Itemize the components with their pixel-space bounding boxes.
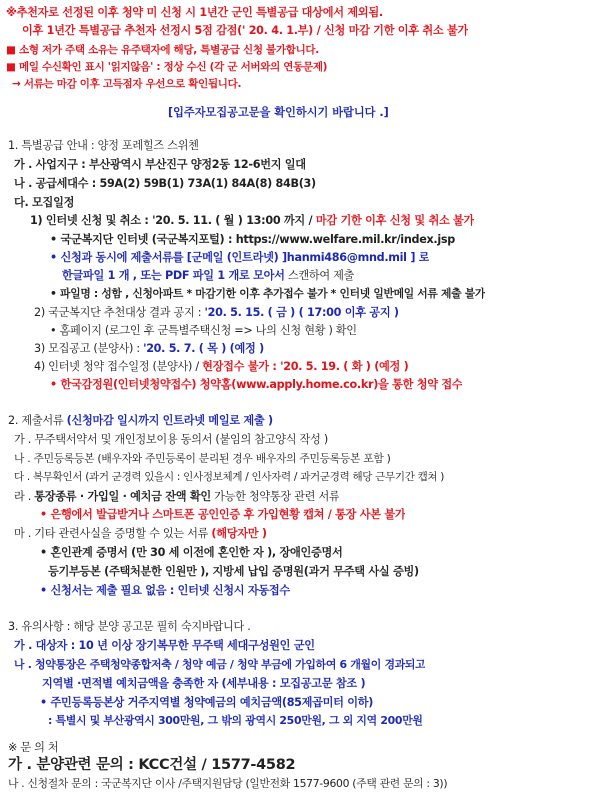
notice-line-5: → 서류는 마감 이후 고득점자 우선으로 확인됩니다.: [12, 78, 242, 90]
section3-na-2: 지역별 ·면적별 예치금액을 충족한 자 (세부내용 : 모집공고문 참조 ): [42, 677, 366, 690]
notice-line-1: ※추천자로 선정된 이후 청약 미 신청 시 1년간 군인 특별공급 대상에서 제외됨.: [6, 6, 383, 19]
application-note: • 신청서는 제출 필요 없음 : 인터넷 신청시 자동접수: [40, 584, 290, 597]
schedule-2-date: '20. 5. 15. ( 금 ) ( 17:00 이후 공지 ): [204, 306, 399, 319]
section3-na: 나 . 청약통장은 주택청약종합저축 / 청약 예금 / 청약 부금에 가입하여 6 개월이 경과되고: [14, 658, 426, 671]
section2-ma: [14, 526, 267, 541]
section3-ga: 가 . 대상자 : 10 년 이상 장기복무한 무주택 세대구성원인 군인: [14, 639, 315, 652]
deposit-amounts: : 특별시 및 부산광역시 300만원, 그 밖의 광역시 250만원, 그 외 지역 200만원: [48, 714, 423, 727]
bank-note: • 은행에서 발급받거나 스마트폰 공인인증 후 가입현황 캡쳐 / 통장 사본 불가: [40, 508, 406, 521]
section2-ma-only: (해당자만 ): [211, 527, 267, 540]
section2-ra-suffix: 가능한 청약통장 관련 서류: [210, 490, 340, 503]
schedule-2-label: 2) 국군복지단 추천대상 결과 공지 :: [34, 306, 205, 319]
mail-file-rule: 한글파일 1 개 , 또는 PDF 파일 1 개로 모아서: [62, 269, 285, 282]
mail-instruction-2: [62, 268, 354, 283]
section2-title: [8, 413, 273, 428]
schedule-3-date: '20. 5. 7. ( 목 ) (예정 ): [143, 342, 264, 355]
notice-line-3: ■ 소형 저가 주택 소유는 유주택자에 해당, 특별공급 신청 불가합니다.: [6, 44, 319, 56]
extra-doc-2: 등기부등본 (주택처분한 인원만 ), 지방세 납입 증명원(과거 무주택 사실 증빙): [48, 565, 419, 578]
schedule-4-date: 현장접수 불가 : '20. 5. 19. ( 화 ) (예정 ): [202, 360, 409, 373]
file-name-rule: • 파일명 : 성함 , 신청아파트 * 마감기한 이후 추가접수 불가 * 인터넷 일반메일 서류 제출 불가: [50, 287, 485, 300]
schedule-3-label: 3) 모집공고 (분양사) :: [34, 342, 144, 355]
schedule-1-warning: 마감 기한 이후 신청 및 취소 불가: [315, 214, 475, 227]
schedule-4-label: 4) 인터넷 청약 접수일정 (분양사) /: [34, 360, 203, 373]
extra-doc-1: • 혼인관계 증명서 (만 30 세 이전에 혼인한 자 ), 장애인증명서: [40, 546, 343, 559]
section2-da: 다 . 복무확인서 (과거 군경력 있을시 : 인사정보체계 / 인사자력 / 과거군경력 해당 근무기간 캡쳐 ): [14, 471, 445, 483]
section1-ga: 가 . 사업지구 : 부산광역시 부산진구 양정2동 12-6번지 일대: [14, 158, 306, 171]
mail-instruction: • 신청과 동시에 제출서류를 [군메일 (인트라넷) ]hanmi486@mnd.mil ] 로: [50, 251, 430, 264]
notice-line-2: 이후 1년간 특별공급 추천자 선정시 5점 감점(' 20. 4. 1.부) / 신청 마감 기한 이후 취소 불가: [22, 24, 469, 37]
section2-ga: 가 . 무주택서약서 및 개인정보이용 동의서 (붙임의 참고양식 작성 ): [14, 433, 328, 446]
section2-na: 나 . 주민등록등본 (배우자와 주민등록이 분리된 경우 배우자의 주민등록등본 포함 ): [14, 452, 391, 465]
section2-title-text: 2. 제출서류: [8, 414, 67, 427]
section2-ma-text: 마 . 기타 관련사실을 증명할 수 있는 서류: [14, 527, 212, 540]
contact-title: ※ 문 의 처: [8, 741, 59, 754]
section1-da: 다. 모집일정: [14, 196, 75, 209]
section3-title: 3. 유의사항 : 해당 분양 공고문 필히 숙지바랍니다 .: [8, 620, 251, 633]
homepage-check: • 홈페이지 (로그인 후 군특별주택신청 => 나의 신청 현황 ) 확인: [50, 324, 357, 337]
contact-sales: 가 . 분양관련 문의 : KCC건설 / 1577-4582: [8, 757, 296, 773]
mail-scan-rule: 스캔하여 제출: [284, 269, 355, 282]
section2-ra-prefix: 라 .: [14, 490, 35, 503]
schedule-3: [34, 341, 264, 356]
notice-line-4: ■ 메일 수신확인 표시 '읽지않음' : 정상 수신 (각 군 서버와의 연동문제): [6, 61, 328, 73]
announcement: [입주자모집공고문을 확인하시기 바랍니다 .]: [168, 106, 389, 119]
section2-ra-highlight: 통장종류 · 가입일 · 예치금 잔액 확인: [34, 490, 211, 503]
schedule-1-text: 1) 인터넷 신청 및 취소 : '20. 5. 11. ( 월 ) 13:00 까지 /: [30, 214, 316, 227]
welfare-site: • 국군복지단 인터넷 (국군복지포털) : https://www.welfare.mil.kr/index.jsp: [50, 233, 455, 246]
apply-home-site: • 한국감정원(인터넷청약접수) 청약홈(www.apply.home.co.kr)을 통한 청약 접수: [50, 378, 463, 391]
deposit-rule: • 주민등록등본상 거주지역별 청약예금의 예치금액(85제곱미터 이하): [40, 696, 374, 709]
section2-ra: [14, 489, 339, 504]
section1-na: 나 . 공급세대수 : 59A(2) 59B(1) 73A(1) 84A(8) 84B(3): [14, 177, 316, 190]
contact-procedure: 나 . 신청절차 문의 : 국군복지단 이사 /주택지원담당 (일반전화 1577-9600 (주택 관련 문의 : 3)): [8, 777, 448, 790]
schedule-4: [34, 359, 408, 374]
section1-title: 1. 특별공급 안내 : 양정 포레힐즈 스위첸: [8, 139, 199, 152]
section2-deadline: (신청마감 일시까지 인트라넷 메일로 제출 ): [66, 414, 273, 427]
schedule-2: [34, 305, 399, 320]
schedule-1: [30, 213, 474, 228]
